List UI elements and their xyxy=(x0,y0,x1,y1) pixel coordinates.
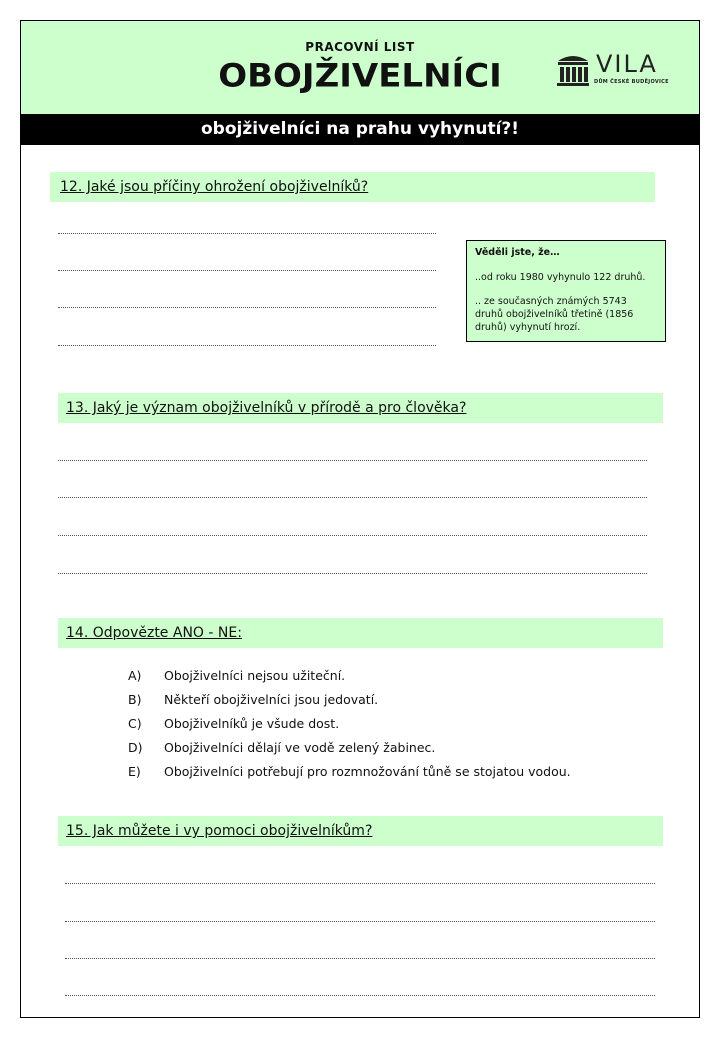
option-text: Někteří obojživelníci jsou jedovatí. xyxy=(164,692,379,707)
option-letter: E) xyxy=(128,764,141,779)
question-14-label: 14. Odpovězte ANO - NE: xyxy=(66,625,242,641)
option-a[interactable] xyxy=(128,668,345,684)
answer-line[interactable] xyxy=(65,883,655,884)
option-c[interactable] xyxy=(128,716,339,732)
building-icon xyxy=(556,52,590,88)
question-12-label: 12. Jaké jsou příčiny ohrožení obojživelníků? xyxy=(60,179,369,195)
answer-line[interactable] xyxy=(65,958,655,959)
option-letter: D) xyxy=(128,740,143,755)
option-text: Obojživelníci dělají ve vodě zelený žabinec. xyxy=(164,740,436,755)
answer-line[interactable] xyxy=(65,921,655,922)
question-15-bar xyxy=(58,816,663,846)
worksheet-subtitle: PRACOVNÍ LIST xyxy=(305,40,415,54)
did-you-know-title: Věděli jste, že… xyxy=(475,247,560,258)
answer-line[interactable] xyxy=(58,497,647,498)
answer-line[interactable] xyxy=(58,345,436,346)
option-text: Obojživelníků je všude dost. xyxy=(164,716,340,731)
answer-line[interactable] xyxy=(58,270,436,271)
question-12-bar xyxy=(50,172,655,202)
logo-subtext: DŮM ČESKÉ BUDĚJOVICE xyxy=(594,79,669,85)
answer-line[interactable] xyxy=(58,460,647,461)
question-15-label: 15. Jak můžete i vy pomoci obojživelníkům? xyxy=(66,823,373,839)
answer-line[interactable] xyxy=(58,573,647,574)
page-frame xyxy=(20,20,700,1018)
option-letter: B) xyxy=(128,692,142,707)
question-13-bar xyxy=(58,393,663,423)
option-b[interactable] xyxy=(128,692,378,708)
answer-line[interactable] xyxy=(58,307,436,308)
section-banner: obojživelníci na prahu vyhynutí?! xyxy=(21,114,699,145)
answer-line[interactable] xyxy=(58,233,436,234)
option-d[interactable] xyxy=(128,740,435,756)
answer-line[interactable] xyxy=(58,535,647,536)
logo-wordmark: VILA xyxy=(596,50,658,78)
did-you-know-box xyxy=(466,240,666,342)
did-you-know-fact-1: ..od roku 1980 vyhynulo 122 druhů. xyxy=(475,272,646,283)
question-14-bar xyxy=(58,618,663,648)
did-you-know-fact-2: .. ze současných známých 5743 druhů obojživelníků třetině (1856 druhů) vyhynutí hrozí. xyxy=(475,296,634,333)
option-letter: A) xyxy=(128,668,142,683)
option-text: Obojživelníci nejsou užiteční. xyxy=(164,668,346,683)
vila-logo xyxy=(556,50,676,90)
option-letter: C) xyxy=(128,716,142,731)
option-text: Obojživelníci potřebují pro rozmnožování tůně se stojatou vodou. xyxy=(164,764,571,779)
answer-line[interactable] xyxy=(65,995,655,996)
worksheet-title: OBOJŽIVELNÍCI xyxy=(218,57,502,95)
question-13-label: 13. Jaký je význam obojživelníků v přírodě a pro člověka? xyxy=(66,400,467,416)
option-e[interactable] xyxy=(128,764,571,780)
